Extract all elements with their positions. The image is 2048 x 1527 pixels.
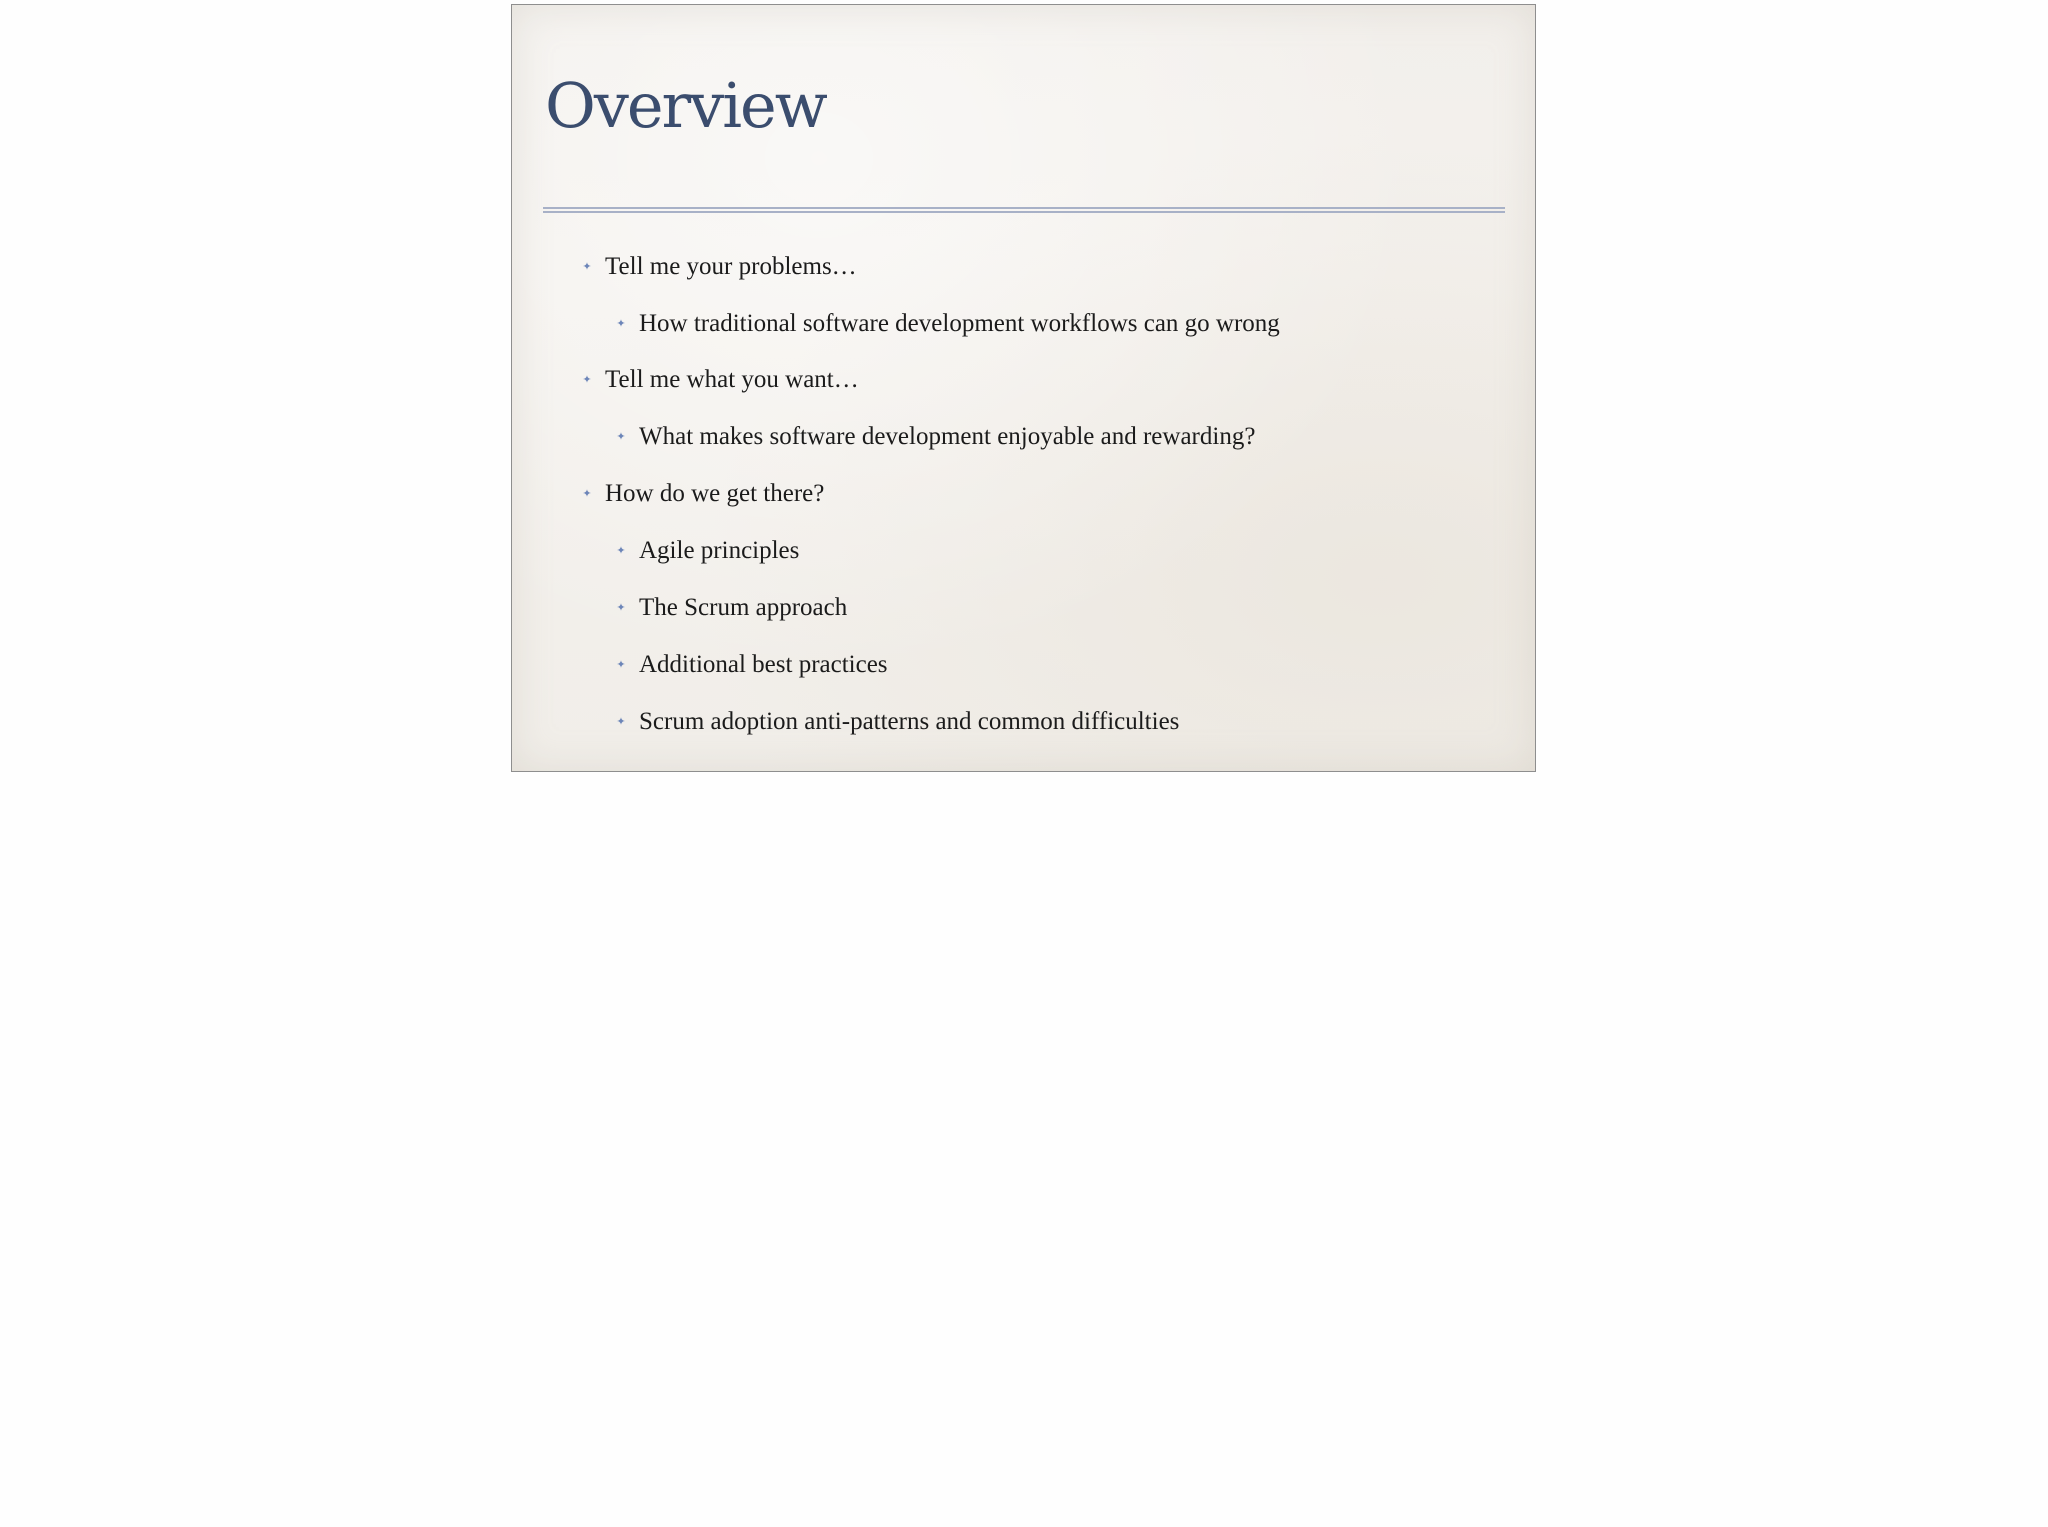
sub-bullet-item [612,309,1280,339]
sub-bullet-item [612,422,1255,452]
slide-title: Overview [545,69,826,142]
sub-bullet-item [612,707,1179,737]
sparkle-bullet-icon: ✦ [616,659,626,671]
sparkle-bullet-icon: ✦ [616,716,626,728]
sub-bullet-item [612,593,847,623]
bullet-item [578,479,824,509]
bullet-text: Agile principles [639,537,800,564]
bullet-text: Scrum adoption anti-patterns and common difficulties [639,708,1180,735]
bullet-text: How do we get there? [605,480,825,507]
sub-bullet-item [612,536,799,566]
bullet-text: What makes software development enjoyable and rewarding? [639,423,1256,450]
bullet-text: Tell me what you want… [605,366,859,393]
bullet-list [512,5,1535,771]
bullet-item [578,365,859,395]
bullet-text: Tell me your problems… [605,253,857,280]
bullet-text: How traditional software development workflows can go wrong [639,310,1280,337]
sparkle-bullet-icon: ✦ [616,602,626,614]
sub-bullet-item [612,650,888,680]
bullet-text: The Scrum approach [639,594,848,621]
bullet-item [578,252,857,282]
bullet-text: Additional best practices [639,651,888,678]
sparkle-bullet-icon: ✦ [582,488,592,500]
sparkle-bullet-icon: ✦ [582,374,592,386]
sparkle-bullet-icon: ✦ [582,261,592,273]
sparkle-bullet-icon: ✦ [616,318,626,330]
sparkle-bullet-icon: ✦ [616,545,626,557]
slide [511,4,1536,772]
sparkle-bullet-icon: ✦ [616,431,626,443]
